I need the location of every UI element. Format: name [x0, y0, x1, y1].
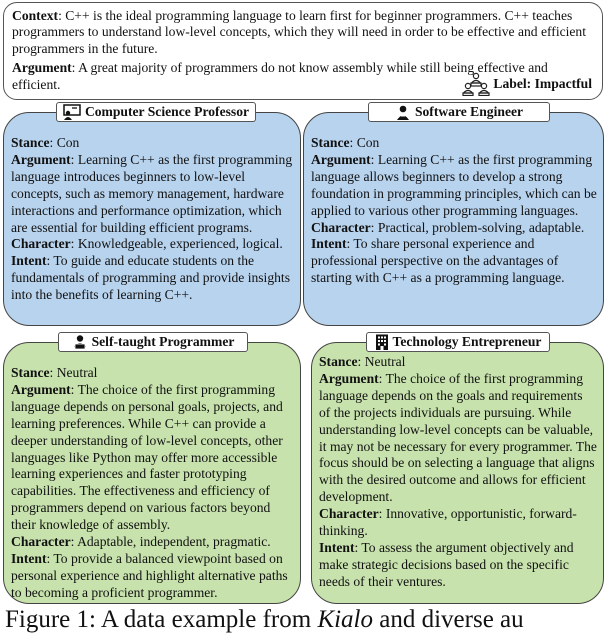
stance-value: : Neutral — [357, 354, 406, 369]
argument-label: Argument — [311, 151, 371, 167]
stance-value: : Con — [49, 135, 80, 150]
character-value: : Knowledgeable, experienced, logical. — [70, 236, 283, 252]
figure-caption — [5, 606, 524, 634]
stance-line — [319, 354, 597, 371]
intent-label: Intent — [311, 236, 347, 252]
argument-value: : The choice of the first programming language depends on the goals and requirements of the projects individuals are pursuing. While understanding low-level concepts can be valuable, it may not be necessary for every programmer. The focus should be on selecting a language that aligns with the desired outcome and allows for efficient development. — [319, 370, 597, 505]
caption-dataset: Kialo — [317, 606, 374, 633]
context-paragraph — [12, 8, 594, 57]
engineer-icon — [395, 104, 411, 120]
argument-line — [311, 152, 597, 220]
card-title-text: Self-taught Programmer — [91, 334, 235, 349]
card-professor — [3, 112, 301, 326]
card-title-entrepreneur — [366, 332, 550, 352]
card-engineer — [303, 112, 604, 326]
character-label: Character — [319, 506, 379, 522]
label-value: Impactful — [534, 75, 592, 91]
argument-line — [319, 371, 597, 506]
argument-label: Argument — [12, 60, 72, 76]
card-self-taught — [3, 342, 301, 604]
stance-label: Stance — [11, 135, 50, 150]
intent-label: Intent — [11, 253, 47, 269]
character-line — [11, 236, 294, 253]
argument-text: : A great majority of programmers do not know assembly while still being effective and efficient. — [12, 60, 548, 92]
card-title-professor — [56, 102, 256, 122]
character-label: Character — [311, 219, 371, 235]
intent-line — [319, 540, 597, 591]
intent-line — [11, 551, 294, 602]
intent-value: : To assess the argument objectively and make strategic decisions based on the specific needs of their ventures. — [319, 539, 574, 589]
character-label: Character — [11, 534, 71, 550]
argument-value: : Learning C++ as the first programming language allows beginners to develop a strong foundation in programming principles, which can be applied to various other programming languages. — [311, 151, 597, 218]
character-line — [311, 220, 597, 237]
character-value: : Innovative, opportunistic, forward-thinking. — [319, 506, 577, 539]
stance-line — [11, 365, 294, 382]
argument-label: Argument — [11, 381, 71, 397]
label-prefix: Label: — [493, 75, 532, 91]
character-value: : Adaptable, independent, pragmatic. — [70, 534, 271, 550]
character-label: Character — [11, 236, 71, 252]
caption-suffix: and diverse au — [373, 606, 524, 633]
context-text: : C++ is the ideal programming language to learn first for beginner programmers. C++ teaches programmers to understand low-level concepts, which they will need in order to be effective and efficient programmers in the future. — [12, 8, 587, 56]
character-value: : Practical, problem-solving, adaptable. — [370, 219, 585, 235]
intent-line — [11, 253, 294, 304]
intent-line — [311, 236, 597, 287]
building-icon — [375, 334, 389, 350]
character-line — [319, 506, 597, 540]
stance-value: : Con — [349, 135, 380, 150]
argument-value: : Learning C++ as the first programming language introduces beginners to low-level concepts, such as memory management, hardware interactions and performance optimization, which are essential for building efficient programs. — [11, 151, 293, 235]
intent-value: : To share personal experience and professional perspective on the advantages of starting with C++ as a programming language. — [311, 236, 565, 286]
card-title-text: Software Engineer — [414, 104, 524, 119]
card-title-engineer — [368, 102, 550, 122]
argument-label: Argument — [319, 370, 379, 386]
intent-value: : To guide and educate students on the fundamentals of programming and provide insights into the benefits of learning C++. — [11, 253, 290, 303]
intent-label: Intent — [319, 539, 355, 555]
argument-line — [11, 382, 294, 534]
caption-prefix: Figure 1: A data example from — [5, 606, 318, 633]
intent-label: Intent — [11, 550, 47, 566]
intent-value: : To provide a balanced viewpoint based on personal experience and highlight alternative paths to becoming a proficient programmer. — [11, 550, 288, 600]
argument-line — [11, 152, 294, 237]
professor-icon — [63, 104, 81, 120]
stance-line — [311, 135, 597, 152]
card-title-self-taught — [58, 332, 248, 352]
argument-value: : The choice of the first programming language depends on personal goals, projects, and learning preferences. While C++ can provide a deeper understanding of low-level concepts, other languages like Python may offer more accessible learning experiences and faster prototyping capabilities. The effectiveness and efficiency of programmers depend on various factors beyond their knowledge of assembly. — [11, 381, 283, 533]
argument-label: Argument — [11, 151, 71, 167]
programmer-icon — [72, 334, 88, 350]
card-title-text: Computer Science Professor — [84, 104, 250, 119]
stance-label: Stance — [11, 365, 50, 380]
people-group-icon — [461, 72, 491, 96]
stance-label: Stance — [319, 354, 358, 369]
card-entrepreneur — [311, 342, 604, 604]
stance-line — [11, 135, 294, 152]
card-title-text: Technology Entrepreneur — [392, 334, 542, 349]
stance-label: Stance — [311, 135, 350, 150]
character-line — [11, 534, 294, 551]
stance-value: : Neutral — [49, 365, 98, 380]
label-row — [461, 72, 592, 96]
context-box — [3, 2, 603, 100]
context-label: Context — [12, 8, 59, 23]
